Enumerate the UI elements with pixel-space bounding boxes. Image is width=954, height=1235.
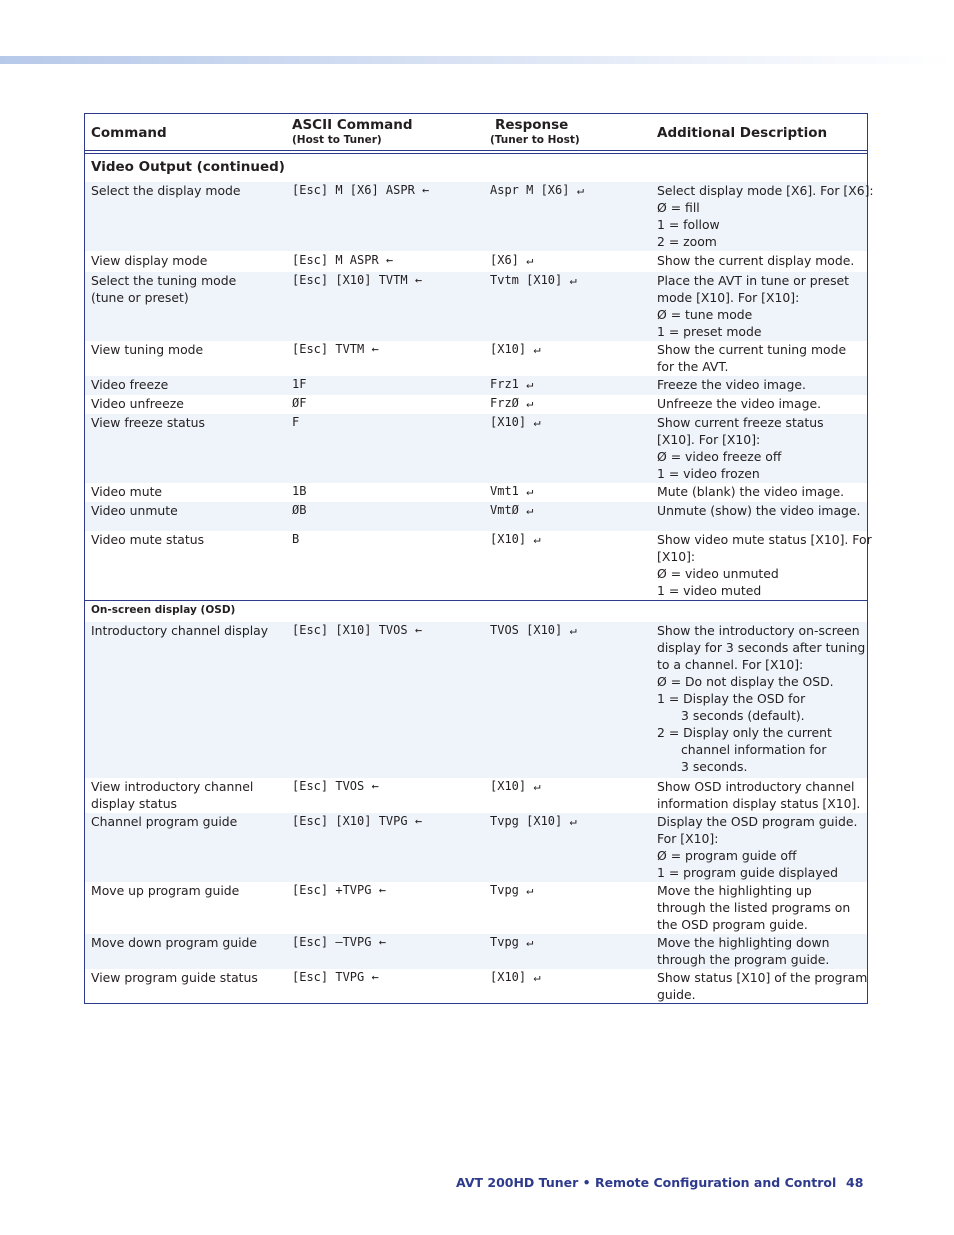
description-cell-line: display for 3 seconds after tuning [657,640,866,655]
ascii-command-cell-line: [Esc] TVTM ← [292,342,379,356]
ascii-command-cell-line: [Esc] TVOS ← [292,779,379,793]
response-cell-line: Vmt1 ↵ [490,484,534,498]
ascii-command-cell [292,395,482,412]
table-row [85,395,867,414]
response-cell [490,395,650,412]
ascii-command-cell [292,502,482,519]
description-cell [657,395,865,412]
description-cell-line: Show current freeze status [657,415,824,430]
command-cell-line: Move down program guide [91,935,258,950]
description-cell-line: Freeze the video image. [657,377,806,392]
description-cell-line: for the AVT. [657,359,729,374]
top-accent-bar [0,56,954,64]
response-cell-line: Aspr M [X6] ↵ [490,183,584,197]
description-cell-line: Ø = video unmuted [657,566,779,581]
command-cell [91,252,281,269]
table-row [85,341,867,376]
ascii-command-cell-line: ØB [292,503,307,517]
description-cell-line: Show video mute status [X10]. For [657,532,872,547]
description-cell-line: 1 = preset mode [657,324,762,339]
description-cell-line: Ø = tune mode [657,307,753,322]
response-cell-line: [X10] ↵ [490,342,541,356]
command-cell-line: View display mode [91,253,208,268]
command-cell [91,882,281,899]
table-row [85,882,867,934]
header-command: Command [91,125,167,141]
command-cell [91,483,281,500]
response-cell [490,934,650,951]
response-cell [490,376,650,393]
description-cell [657,252,865,269]
description-cell-line: 1 = follow [657,217,720,232]
ascii-command-cell-line: 1F [292,377,307,391]
description-cell-line: 2 = Display only the current [657,725,832,740]
description-cell-line: 2 = zoom [657,234,717,249]
description-cell [657,414,865,482]
response-cell-line: VmtØ ↵ [490,503,534,517]
command-cell-line: Video unfreeze [91,396,184,411]
ascii-command-cell [292,252,482,269]
description-cell-line: 1 = program guide displayed [657,865,839,880]
command-cell [91,341,281,358]
response-cell-line: [X10] ↵ [490,779,541,793]
description-cell-line: Display the OSD program guide. [657,814,858,829]
ascii-command-cell-line: [Esc] M [X6] ASPR ← [292,183,430,197]
description-cell-line: For [X10]: [657,831,719,846]
command-cell [91,934,281,951]
header-rule [85,150,867,151]
table-row [85,182,874,251]
description-cell [657,934,865,968]
ascii-command-cell-line: [Esc] M ASPR ← [292,253,394,267]
ascii-command-cell [292,376,482,393]
ascii-command-cell-line: ØF [292,396,307,410]
ascii-command-cell-line: [Esc] [X10] TVOS ← [292,623,423,637]
ascii-command-cell-line: [Esc] [X10] TVPG ← [292,814,423,828]
command-cell-line: Channel program guide [91,814,238,829]
command-cell-line: Select the display mode [91,183,241,198]
command-cell-line: Select the tuning mode [91,273,237,288]
description-cell [657,502,865,519]
response-cell [490,778,650,795]
command-cell [91,778,281,812]
table-row [85,813,867,882]
ascii-command-cell-line: 1B [292,484,307,498]
description-cell-line: 3 seconds. [681,759,748,774]
command-table [84,113,874,1004]
response-cell [490,414,650,431]
command-cell [91,622,281,639]
command-cell-line: (tune or preset) [91,290,189,305]
response-cell-line: Frz1 ↵ [490,377,534,391]
description-cell-line: Move the highlighting up [657,883,812,898]
description-cell-line: channel information for [681,742,827,757]
command-cell [91,414,281,431]
description-cell-line: 3 seconds (default). [681,708,805,723]
description-cell-line: [X10]. For [X10]: [657,432,761,447]
ascii-command-cell [292,341,482,358]
ascii-command-cell-line: [Esc] [X10] TVTM ← [292,273,423,287]
header-response-sub: (Tuner to Host) [490,134,580,146]
description-cell-line: Place the AVT in tune or preset [657,273,850,288]
description-cell [657,778,865,812]
table-row [85,252,867,272]
header-rule [85,153,867,154]
response-cell [490,813,650,830]
table-header [85,114,867,152]
response-cell [490,531,650,548]
section-video-output: Video Output (continued) [91,159,285,175]
description-cell [657,531,872,599]
ascii-command-cell [292,531,482,548]
ascii-command-cell [292,182,482,199]
description-cell-line: Show status [X10] of the program [657,970,868,985]
description-cell-line: 1 = video muted [657,583,762,598]
response-cell-line: Tvpg [X10] ↵ [490,814,577,828]
description-cell [657,622,865,775]
command-cell [91,395,281,412]
description-cell-line: 1 = Display the OSD for [657,691,806,706]
table-row [85,272,867,341]
response-cell [490,252,650,269]
ascii-command-cell [292,272,482,289]
table-row [85,414,867,483]
footer-page-number: 48 [846,1175,864,1190]
response-cell [490,483,650,500]
command-cell-line: View tuning mode [91,342,204,357]
command-cell-line: Video freeze [91,377,169,392]
table-row [85,778,867,813]
response-cell [490,341,650,358]
command-cell [91,502,281,519]
description-cell-line: Unmute (show) the video image. [657,503,861,518]
description-cell-line: Select display mode [X6]. For [X6]: [657,183,874,198]
ascii-command-cell-line: [Esc] +TVPG ← [292,883,386,897]
table-row [85,483,867,502]
command-cell [91,531,281,548]
description-cell-line: the OSD program guide. [657,917,808,932]
response-cell-line: Tvpg ↵ [490,883,534,897]
ascii-command-cell [292,778,482,795]
command-cell-line: View program guide status [91,970,258,985]
header-ascii: ASCII Command [292,117,413,133]
table-row [85,531,872,599]
command-cell-line: Video unmute [91,503,178,518]
command-cell-line: View freeze status [91,415,205,430]
response-cell-line: Tvpg ↵ [490,935,534,949]
description-cell-line: Mute (blank) the video image. [657,484,845,499]
response-cell [490,502,650,519]
header-ascii-sub: (Host to Tuner) [292,134,382,146]
table-row [85,934,867,969]
description-cell-line: mode [X10]. For [X10]: [657,290,800,305]
response-cell [490,882,650,899]
description-cell-line: information display status [X10]. [657,796,861,811]
table-row [85,376,867,395]
description-cell [657,813,865,881]
command-cell [91,182,281,199]
description-cell-line: through the program guide. [657,952,830,967]
ascii-command-cell [292,934,482,951]
command-cell-line: Introductory channel display [91,623,269,638]
command-cell [91,272,281,306]
command-cell-line: display status [91,796,178,811]
description-cell [657,341,865,375]
footer-title: AVT 200HD Tuner • Remote Configuration and Control [456,1175,837,1190]
description-cell-line: Show OSD introductory channel [657,779,855,794]
description-cell [657,182,874,250]
description-cell-line: [X10]: [657,549,696,564]
response-cell-line: [X10] ↵ [490,532,541,546]
table-row [85,502,867,531]
response-cell [490,969,650,986]
ascii-command-cell-line: [Esc] –TVPG ← [292,935,386,949]
response-cell-line: TVOS [X10] ↵ [490,623,577,637]
response-cell [490,182,650,199]
description-cell-line: through the listed programs on [657,900,851,915]
description-cell [657,376,865,393]
description-cell-line: Ø = video freeze off [657,449,782,464]
description-cell-line: guide. [657,987,696,1002]
ascii-command-cell-line: B [292,532,300,546]
description-cell-line: Ø = Do not display the OSD. [657,674,834,689]
response-cell-line: [X10] ↵ [490,415,541,429]
ascii-command-cell [292,414,482,431]
section-osd: On-screen display (OSD) [91,604,236,616]
description-cell [657,882,865,933]
command-cell-line: Video mute [91,484,163,499]
description-cell-line: to a channel. For [X10]: [657,657,804,672]
command-cell [91,969,281,986]
ascii-command-cell-line: [Esc] TVPG ← [292,970,379,984]
ascii-command-cell [292,483,482,500]
description-cell-line: Show the introductory on-screen [657,623,860,638]
description-cell-line: 1 = video frozen [657,466,760,481]
section-rule [85,600,867,601]
table-row [85,622,867,778]
response-cell-line: Tvtm [X10] ↵ [490,273,577,287]
ascii-command-cell [292,969,482,986]
header-response: Response [495,117,569,133]
ascii-command-cell [292,882,482,899]
command-cell-line: Video mute status [91,532,205,547]
description-cell [657,969,868,1003]
description-cell-line: Show the current tuning mode [657,342,847,357]
description-cell-line: Move the highlighting down [657,935,830,950]
description-cell-line: Ø = program guide off [657,848,797,863]
table-row [85,969,867,1003]
ascii-command-cell-line: F [292,415,300,429]
description-cell [657,272,865,340]
description-cell-line: Ø = fill [657,200,700,215]
command-cell-line: Move up program guide [91,883,240,898]
description-cell [657,483,865,500]
command-cell [91,376,281,393]
response-cell-line: [X10] ↵ [490,970,541,984]
description-cell-line: Show the current display mode. [657,253,855,268]
response-cell [490,622,650,639]
response-cell-line: FrzØ ↵ [490,396,534,410]
command-cell [91,813,281,830]
ascii-command-cell [292,622,482,639]
description-cell-line: Unfreeze the video image. [657,396,822,411]
response-cell-line: [X6] ↵ [490,253,534,267]
ascii-command-cell [292,813,482,830]
header-description: Additional Description [657,125,828,141]
command-cell-line: View introductory channel [91,779,254,794]
response-cell [490,272,650,289]
